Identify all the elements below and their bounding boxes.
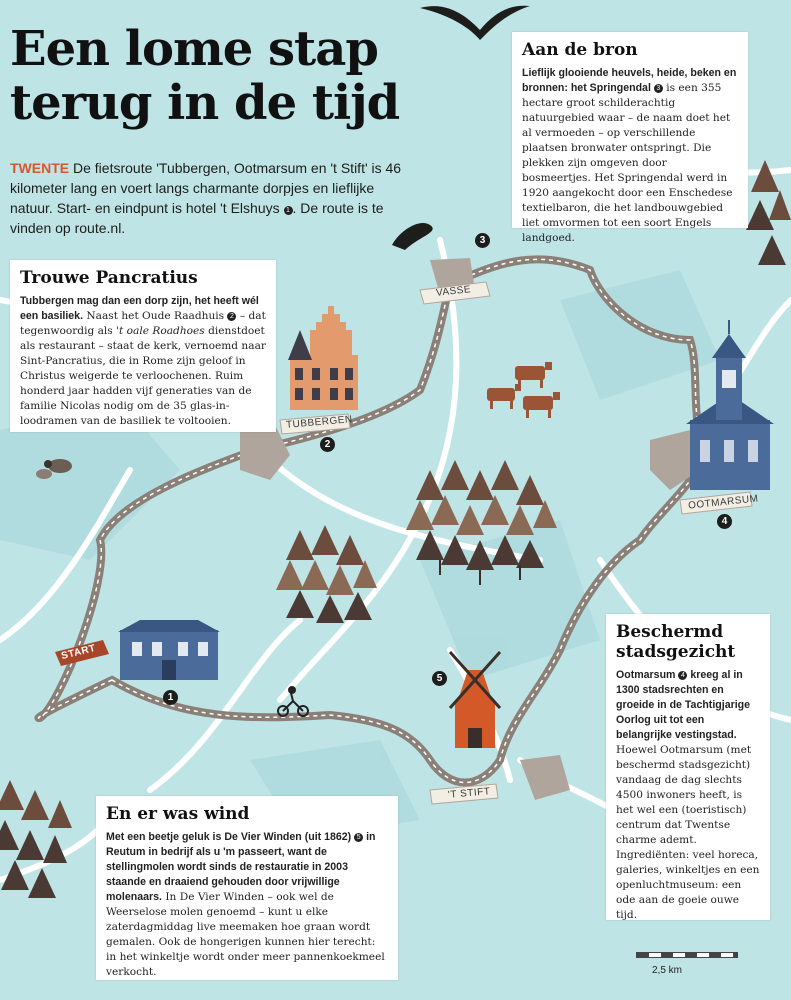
box-aan-de-bron [512,32,748,244]
box-en-er-was-wind [96,796,398,980]
place-label-start: START [60,642,97,663]
place-label-vasse: VASSE [435,284,472,299]
box-beschermd-stadsgezicht [606,614,770,920]
box-stadsgezicht-title: Beschermd stadsgezicht [616,622,736,662]
box-wind-body: In De Vier Winden – ook wel de Weerselose molen genoemd – kunt u elke zaterdagmiddag live meemaken hoe graan wordt gemalen. Ook de hongerigen kunnen hier terecht: in het winkeltje wordt onder meer pannenkoekmeel verkocht. [106,891,385,978]
place-label-tubbergen: TUBBERGEN [285,414,354,431]
box-stadsgezicht-ref: 4 [678,671,687,680]
box-wind-bold-1: Met een beetje geluk is De Vier Winden (uit 1862) [106,831,355,843]
box-pancratius-text [20,294,266,429]
title-line-2: terug in de tijd [10,75,400,131]
hotel-elshuys-icon [118,620,220,680]
scale-label: 2,5 km [652,965,683,976]
box-stadsgezicht-text [616,668,760,923]
intro-text [10,158,410,238]
intro-ref-1: 1 [284,206,293,215]
box-pancratius-body-1: Naast het Oude Raadhuis [83,310,228,322]
marker-4[interactable]: 4 [717,514,732,529]
box-bron-bold: Lieflijk glooiende heuvels, heide, beken en bronnen: het Springendal [522,67,737,94]
box-bron-ref: 3 [654,84,663,93]
page-title [10,22,430,130]
box-pancratius-body-2: – dat tegenwoordig als [20,310,266,337]
box-stadsgezicht-body: Hoewel Ootmarsum (met beschermd stadsgezicht) vandaag de dag slechts 4500 inwoners heeft, is het wel een (toeristisch) centrum dat Twentse charme ademt. Ingrediënten: veel horeca, galeries, winkeltjes en een openluchtmuseum: een ode aan de goeie ouwe tijd. [616,744,760,921]
box-pancratius-body-3: dienstdoet als restaurant – staat de kerk, vernoemd naar Sint-Pancratius, die in Rome zijn geloof in Christus weigerde te verloochenen. Ruim honderd jaar hadden vijf generaties van de familie Nicolas nodig om de 35 glas-in-loodramen van de basiliek te voltooien. [20,325,266,427]
box-wind-bold-2: in Reutum in bedrijf als u 'm passeert, want de stellingmolen wordt sinds de restauratie in 2003 staande en draaiend gehouden door vrijwillige molenaars. [106,831,376,903]
box-wind-title: En er was wind [106,804,250,824]
marker-3[interactable]: 3 [475,233,490,248]
marker-1[interactable]: 1 [163,690,178,705]
box-pancratius-title: Trouwe Pancratius [20,268,198,288]
intro-body: De fietsroute 'Tubbergen, Ootmarsum en 't Stift' is 46 kilometer lang en voert langs charmante dorpjes en lieflijke natuur. Start- en eindpunt is hotel 't Elshuys [10,160,402,216]
title-line-1: Een lome stap [10,21,378,77]
intro-body-end: . De route is te vinden op route.nl. [10,200,384,236]
box-trouwe-pancratius [10,260,276,432]
box-stadsgezicht-bold-2: kreeg al in 1300 stadsrechten en groeide in de Tachtigjarige Oorlog uit tot een belangrijke vestingstad. [616,669,751,741]
box-stadsgezicht-bold-1: Ootmarsum [616,669,679,681]
box-bron-text [522,66,738,246]
marker-5[interactable]: 5 [432,671,447,686]
place-label-ootmarsum: OOTMARSUM [687,493,759,512]
marker-2[interactable]: 2 [320,437,335,452]
box-bron-body: is een 355 hectare groot schilderachtig natuurgebied waar – de naam doet het al vermoeden – op verschillende plaatsen bronwater ontspringt. Die plekken zijn omgeven door bosmeertjes. Het Springendal werd in 1920 aangekocht door een Enschedese textielbaron, die het landbouwgebied liet omvormen tot een soort Engels landgoed. [522,82,733,244]
box-pancratius-bold: Tubbergen mag dan een dorp zijn, het heeft wél een basiliek. [20,295,259,322]
box-pancratius-ref: 2 [227,312,236,321]
region-tag: TWENTE [10,160,70,176]
box-wind-ref: 5 [354,833,363,842]
place-label-stift: 'T STIFT [447,786,491,801]
box-wind-text [106,830,388,980]
scale-bar [636,952,738,958]
box-pancratius-italic: 't oale Roadhoes [116,325,205,337]
box-bron-title: Aan de bron [522,40,638,60]
